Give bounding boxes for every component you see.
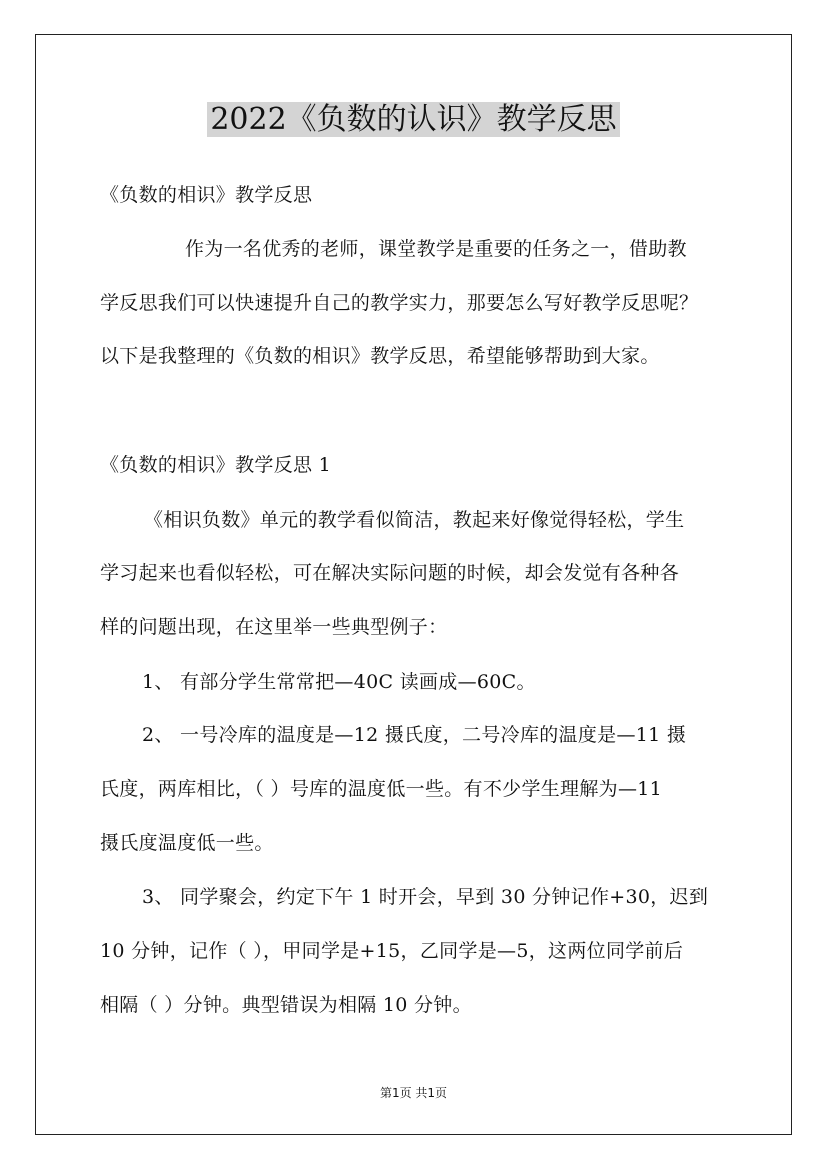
body-line-3: 样的问题出现，在这里举一些典型例子： xyxy=(100,616,448,638)
intro-line-2: 学反思我们可以快速提升自己的教学实力，那要怎么写好教学反思呢？ xyxy=(100,292,699,314)
body-line-10: 相隔（ ）分钟。典型错误为相隔 10 分钟。 xyxy=(100,994,472,1016)
page-footer: 第1页 共1页 xyxy=(379,1086,448,1100)
intro-line-3: 以下是我整理的《负数的相识》教学反思，希望能够帮助到大家。 xyxy=(100,345,660,367)
section-heading: 《负数的相识》教学反思 1 xyxy=(100,454,332,476)
body-line-7: 摄氏度温度低一些。 xyxy=(100,832,274,854)
subtitle: 《负数的相识》教学反思 xyxy=(100,184,313,206)
body-line-9: 10 分钟，记作（ ），甲同学是+15，乙同学是—5，这两位同学前后 xyxy=(100,940,684,962)
body-line-6: 氏度，两库相比，（ ）号库的温度低一些。有不少学生理解为—11 xyxy=(100,778,663,800)
body-line-5: 2、 一号冷库的温度是—12 摄氏度，二号冷库的温度是—11 摄 xyxy=(142,724,687,746)
body-line-8: 3、 同学聚会，约定下午 1 时开会，早到 30 分钟记作+30，迟到 xyxy=(142,886,709,908)
document-title-wrap xyxy=(0,98,827,142)
document-title: 2022《负数的认识》教学反思 xyxy=(207,102,619,137)
intro-line-1: 作为一名优秀的老师，课堂教学是重要的任务之一，借助教 xyxy=(185,238,687,260)
body-line-1: 《相识负数》单元的教学看似简洁，教起来好像觉得轻松，学生 xyxy=(144,509,685,531)
body-line-2: 学习起来也看似轻松，可在解决实际问题的时候，却会发觉有各种各 xyxy=(100,562,680,584)
body-line-4: 1、 有部分学生常常把—40C 读画成—60C。 xyxy=(142,671,536,693)
